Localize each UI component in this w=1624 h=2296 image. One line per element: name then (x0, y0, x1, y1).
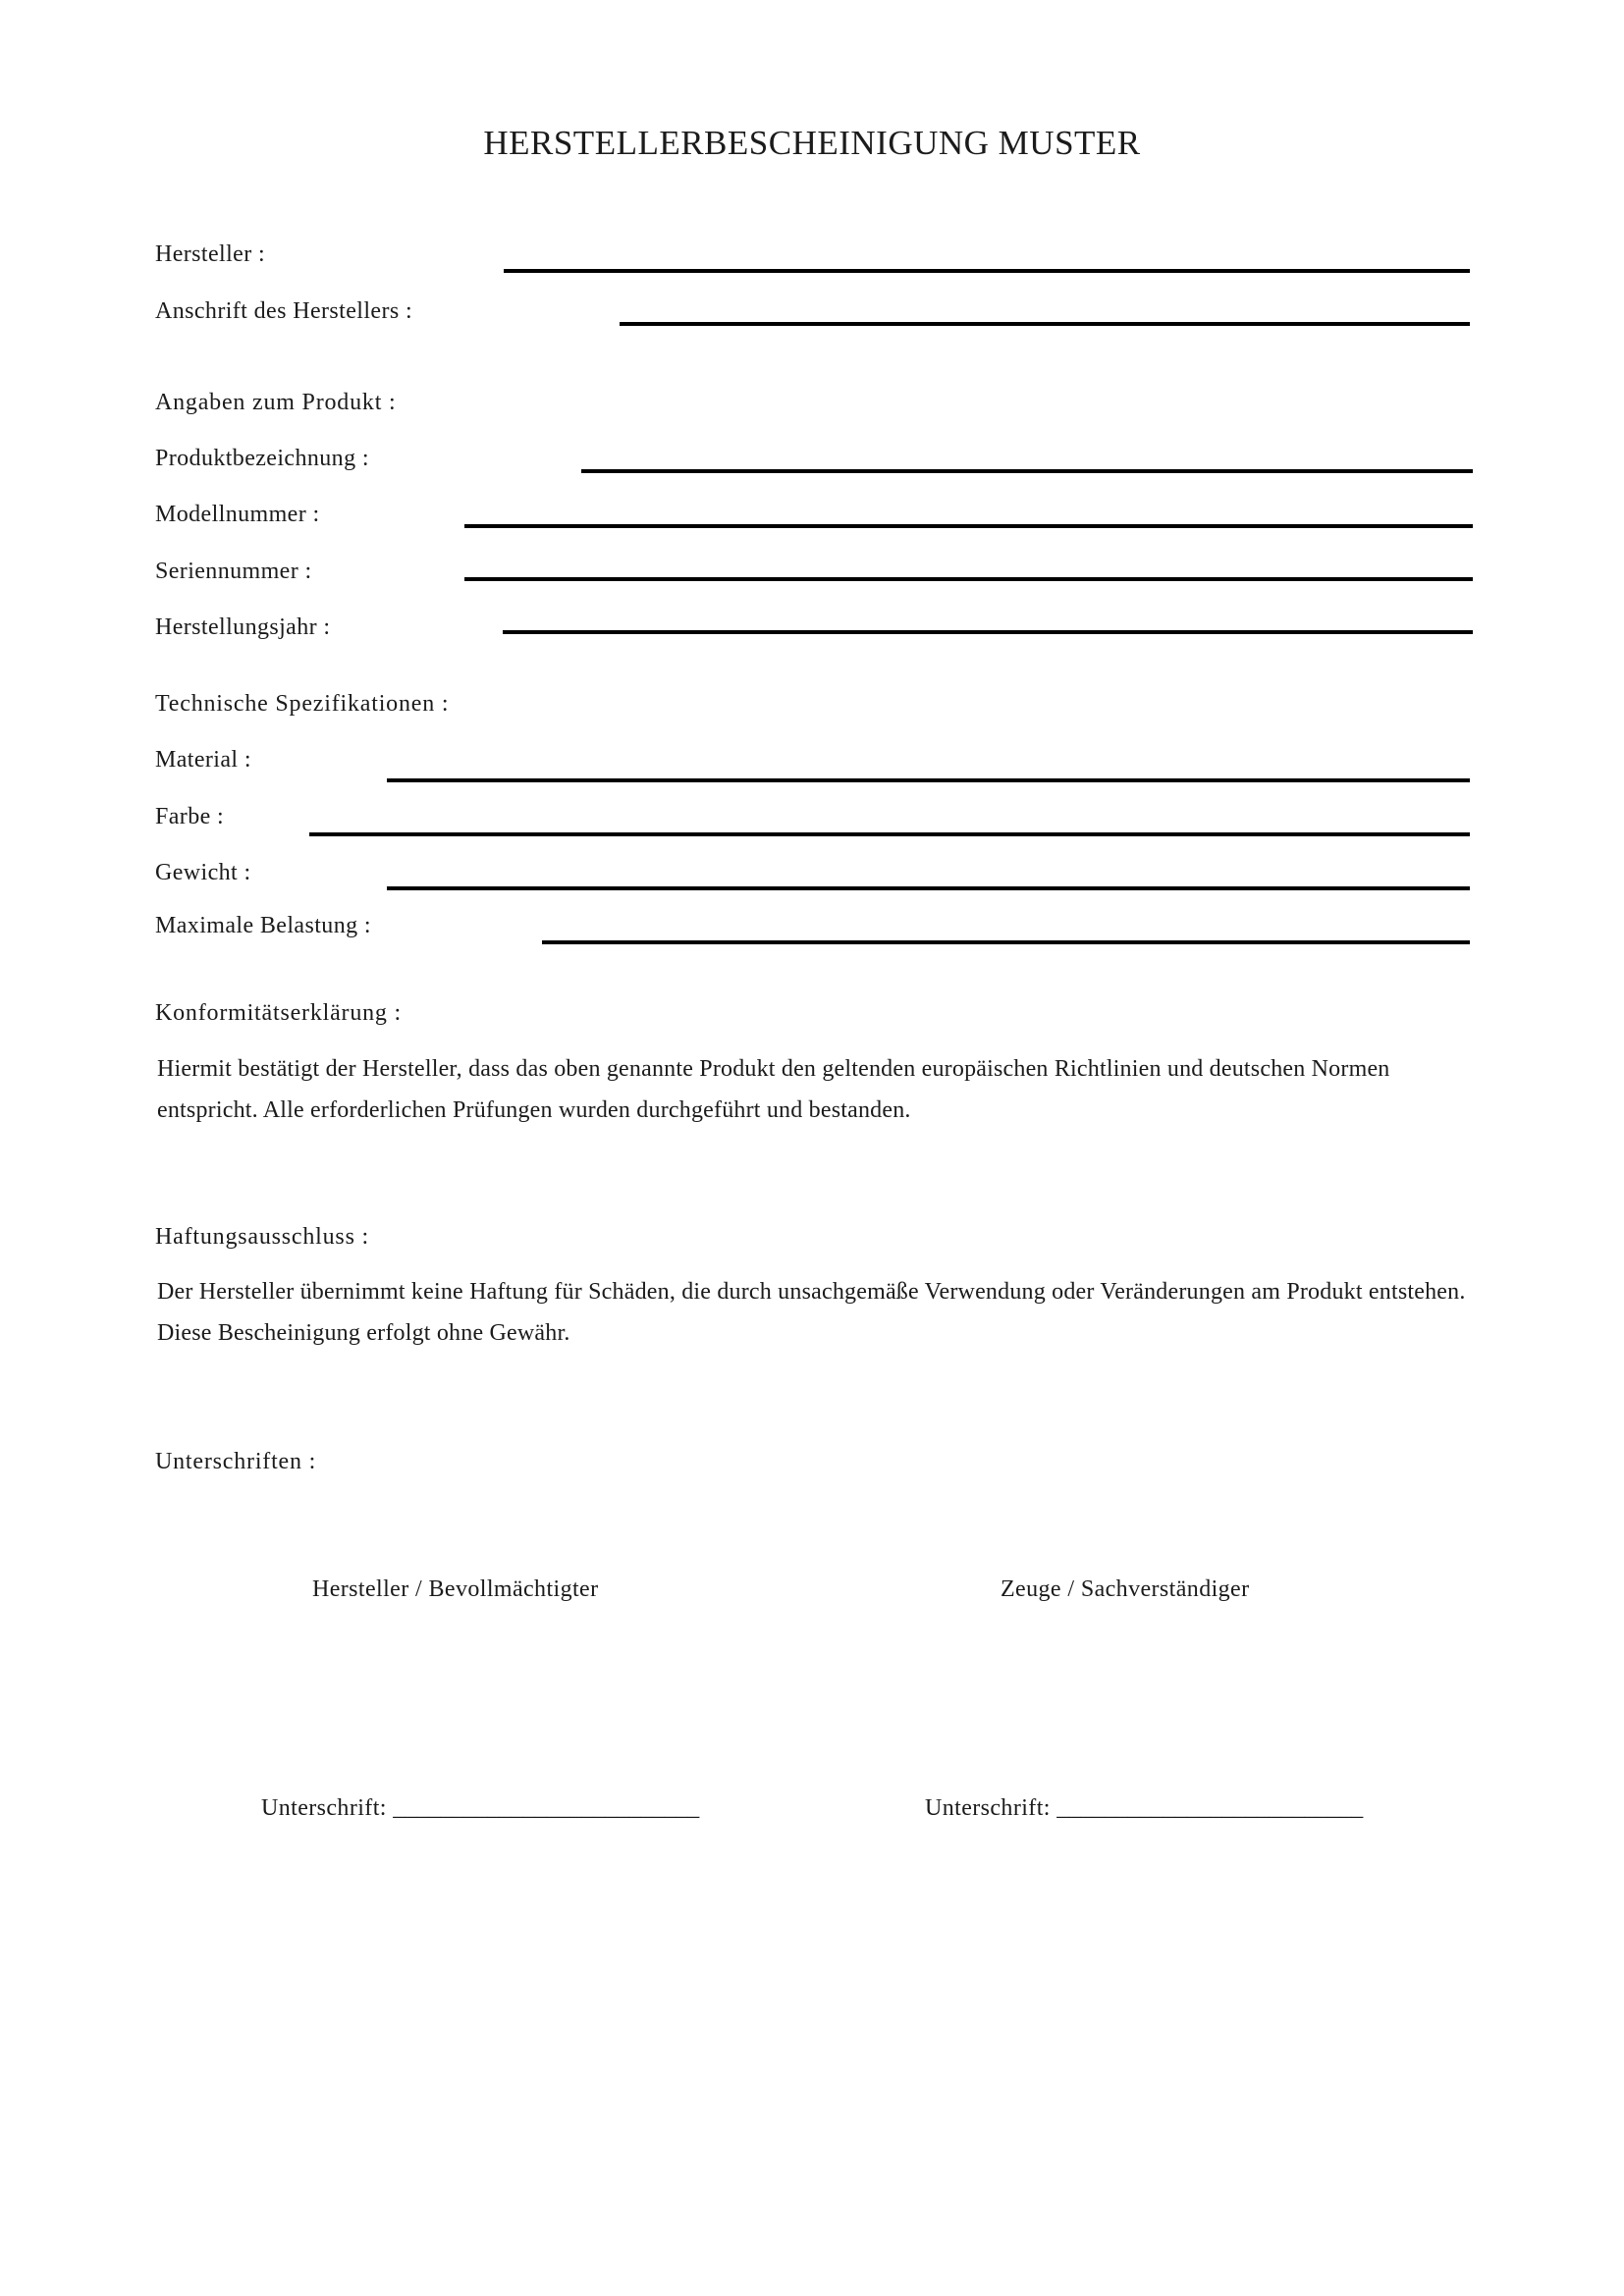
signature-left-label: Unterschrift: (261, 1795, 387, 1821)
signature-right-label: Unterschrift: (925, 1795, 1051, 1821)
gewicht-label: Gewicht : (155, 860, 251, 885)
hersteller-label: Hersteller : (155, 241, 266, 267)
produktbezeichnung-label: Produktbezeichnung : (155, 446, 369, 471)
haftung-heading: Haftungsausschluss : (155, 1224, 369, 1250)
konformitaet-heading: Konformitätserklärung : (155, 1000, 403, 1026)
max-belastung-input-line[interactable] (542, 940, 1470, 944)
signature-left-row (261, 1795, 699, 1822)
signature-right-row (925, 1795, 1363, 1822)
konformitaet-paragraph: Hiermit bestätigt der Hersteller, dass das oben genannte Produkt den geltenden europäischen Richtlinien und deutschen Normen entspricht. Alle erforderlichen Prüfungen wurden durchgeführt und bestanden. (157, 1056, 1390, 1123)
page-title: HERSTELLERBESCHEINIGUNG MUSTER (483, 124, 1141, 162)
product-section-heading: Angaben zum Produkt : (155, 390, 397, 415)
material-label: Material : (155, 747, 251, 773)
anschrift-label: Anschrift des Herstellers : (155, 298, 413, 324)
signatures-heading: Unterschriften : (155, 1449, 317, 1474)
seriennummer-input-line[interactable] (464, 577, 1473, 581)
material-input-line[interactable] (387, 778, 1470, 782)
seriennummer-label: Seriennummer : (155, 559, 312, 584)
hersteller-input-line[interactable] (504, 269, 1470, 273)
herstellungsjahr-input-line[interactable] (503, 630, 1473, 634)
modellnummer-label: Modellnummer : (155, 502, 320, 527)
signature-role-left: Hersteller / Bevollmächtigter (312, 1576, 599, 1602)
signature-right-line[interactable]: __________________________ (1056, 1795, 1364, 1821)
signature-role-right: Zeuge / Sachverständiger (1001, 1576, 1250, 1602)
farbe-input-line[interactable] (309, 832, 1470, 836)
herstellungsjahr-label: Herstellungsjahr : (155, 614, 331, 640)
modellnummer-input-line[interactable] (464, 524, 1473, 528)
signature-left-line[interactable]: __________________________ (393, 1795, 700, 1821)
produktbezeichnung-input-line[interactable] (581, 469, 1473, 473)
gewicht-input-line[interactable] (387, 886, 1470, 890)
specs-section-heading: Technische Spezifikationen : (155, 691, 450, 717)
anschrift-input-line[interactable] (620, 322, 1470, 326)
max-belastung-label: Maximale Belastung : (155, 913, 371, 938)
farbe-label: Farbe : (155, 804, 225, 829)
haftung-paragraph: Der Hersteller übernimmt keine Haftung für Schäden, die durch unsachgemäße Verwendung oder Veränderungen am Produkt entstehen. Diese Bescheinigung erfolgt ohne Gewähr. (157, 1279, 1466, 1346)
